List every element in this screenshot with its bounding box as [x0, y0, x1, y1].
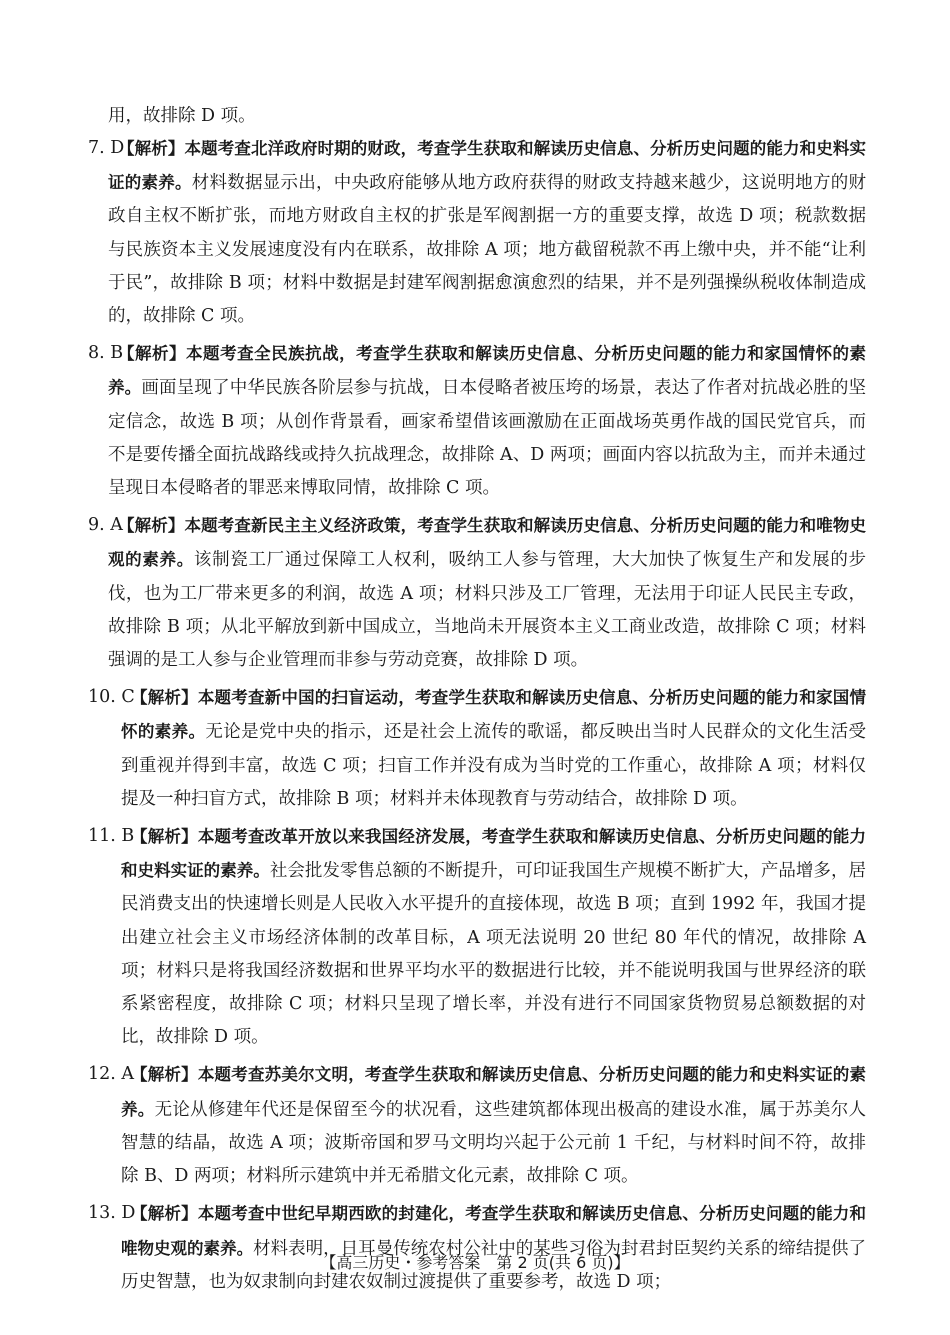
item-lead: 本题考查全民族抗战，考查学生获取和解读历史信息、分析历史问题的能力和家国情怀的素养。 — [108, 344, 867, 398]
analysis-tag: 【解析】 — [131, 1065, 198, 1085]
analysis-tag: 【解析】 — [118, 516, 185, 536]
item-number: 9. A — [88, 515, 123, 536]
item-lead: 本题考查北洋政府时期的财政，考查学生获取和解读历史信息、分析历史问题的能力和史料实证的素养。 — [108, 139, 866, 193]
item-number: 7. D — [88, 138, 125, 158]
item-text: 画面呈现了中华民族各阶层参与抗战，日本侵略者被压垮的场景，表达了作者对抗战必胜的坚定信念，故选 B 项；从创作背景看，画家希望借该画激励在正面战场英勇作战的国民党官兵，而不是要传播全面抗战路线或持久抗战理念，故排除 A、D 两项；画面内容以抗敌为主，而并未通过呈现日本侵略者的罪恶来博取同情，故排除 C 项。 — [108, 378, 866, 499]
item-lead: 本题考查中世纪早期西欧的封建化，考查学生获取和解读历史信息、分析历史问题的能力和唯物史观的素养。 — [121, 1204, 867, 1258]
answer-item-7 — [88, 132, 866, 333]
item-number: 12. A — [88, 1064, 135, 1085]
item-number: 13. D — [88, 1203, 136, 1224]
item-lead: 本题考查苏美尔文明，考查学生获取和解读历史信息、分析历史问题的能力和史料实证的素养。 — [121, 1065, 867, 1119]
page-footer: 【高三历史・参考答案 第 2 页(共 6 页)】 — [320, 1253, 630, 1272]
answer-item-8 — [88, 337, 866, 505]
answer-item-11 — [88, 820, 866, 1054]
item-lead: 本题考查改革开放以来我国经济发展，考查学生获取和解读历史信息、分析历史问题的能力和史料实证的素养。 — [121, 827, 867, 881]
answer-item-12 — [88, 1058, 866, 1193]
analysis-tag: 【解析】 — [131, 688, 198, 708]
item-number: 8. B — [88, 343, 124, 364]
answer-list — [88, 132, 866, 1303]
analysis-tag: 【解析】 — [118, 139, 185, 158]
answer-item-9 — [88, 509, 866, 677]
item-number: 11. B — [88, 826, 135, 847]
answer-item-10 — [88, 681, 866, 816]
item-text: 材料表明，日耳曼传统农村公社中的某些习俗为封君封臣契约关系的缔结提供了历史智慧，也为奴隶制向封建农奴制过渡提供了重要参考，故选 D 项； — [121, 1238, 867, 1292]
analysis-tag: 【解析】 — [131, 827, 198, 847]
item-number: 10. C — [88, 687, 135, 708]
analysis-tag: 【解析】 — [131, 1204, 198, 1224]
analysis-tag: 【解析】 — [118, 344, 187, 364]
item-text: 社会批发零售总额的不断提升，可印证我国生产规模不断扩大，产品增多，居民消费支出的快速增长则是人民收入水平提升的直接体现，故选 B 项；直到 1992 年，我国才提出建立社会主义市场经济体制的改革目标，A 项无法说明 20 世纪 80 年代的情况，故排除 A 项；材料只是将我国经济数据和世界平均水平的数据进行比较，并不能说明我国与世界经济的联系紧密程度，故排除 C 项；材料只呈现了增长率，并没有进行不同国家货物贸易总额数据的对比，故排除 D 项。 — [121, 861, 867, 1048]
continued-text: 用，故排除 D 项。 — [108, 106, 256, 126]
item-text: 材料数据显示出，中央政府能够从地方政府获得的财政支持越来越少，这说明地方的财政自主权不断扩张，而地方财政自主权的扩张是军阀割据一方的重要支撑，故选 D 项；税款数据与民族资本主义发展速度没有内在联系，故排除 A 项；地方截留税款不再上缴中央，并不能“让利于民”，故排除 B 项；材料中数据是封建军阀割据愈演愈烈的结果，并不是列强操纵税收体制造成的，故排除 C 项。 — [108, 173, 866, 327]
answer-item-13 — [88, 1197, 866, 1299]
item-lead: 本题考查新民主主义经济政策，考查学生获取和解读历史信息、分析历史问题的能力和唯物史观的素养。 — [108, 516, 866, 570]
item-text: 无论从修建年代还是保留至今的状况看，这些建筑都体现出极高的建设水准，属于苏美尔人智慧的结晶，故选 A 项；波斯帝国和罗马文明均兴起于公元前 1 千纪，与材料时间不符，故排除 B、D 两项；材料所示建筑中并无希腊文化元素，故排除 C 项。 — [121, 1099, 867, 1187]
item-lead: 本题考查新中国的扫盲运动，考查学生获取和解读历史信息、分析历史问题的能力和家国情怀的素养。 — [121, 688, 867, 742]
item-text: 无论是党中央的指示，还是社会上流传的歌谣，都反映出当时人民群众的文化生活受到重视并得到丰富，故选 C 项；扫盲工作并没有成为当时党的工作重心，故排除 A 项；材料仅提及一种扫盲方式，故排除 B 项；材料并未体现教育与劳动结合，故排除 D 项。 — [121, 722, 867, 809]
item-text: 该制瓷工厂通过保障工人权利，吸纳工人参与管理，大大加快了恢复生产和发展的步伐，也为工厂带来更多的利润，故选 A 项；材料只涉及工厂管理，无法用于印证人民民主专政，故排除 B 项；从北平解放到新中国成立，当地尚未开展资本主义工商业改造，故排除 C 项；材料强调的是工人参与企业管理而非参与劳动竞赛，故排除 D 项。 — [108, 550, 867, 671]
